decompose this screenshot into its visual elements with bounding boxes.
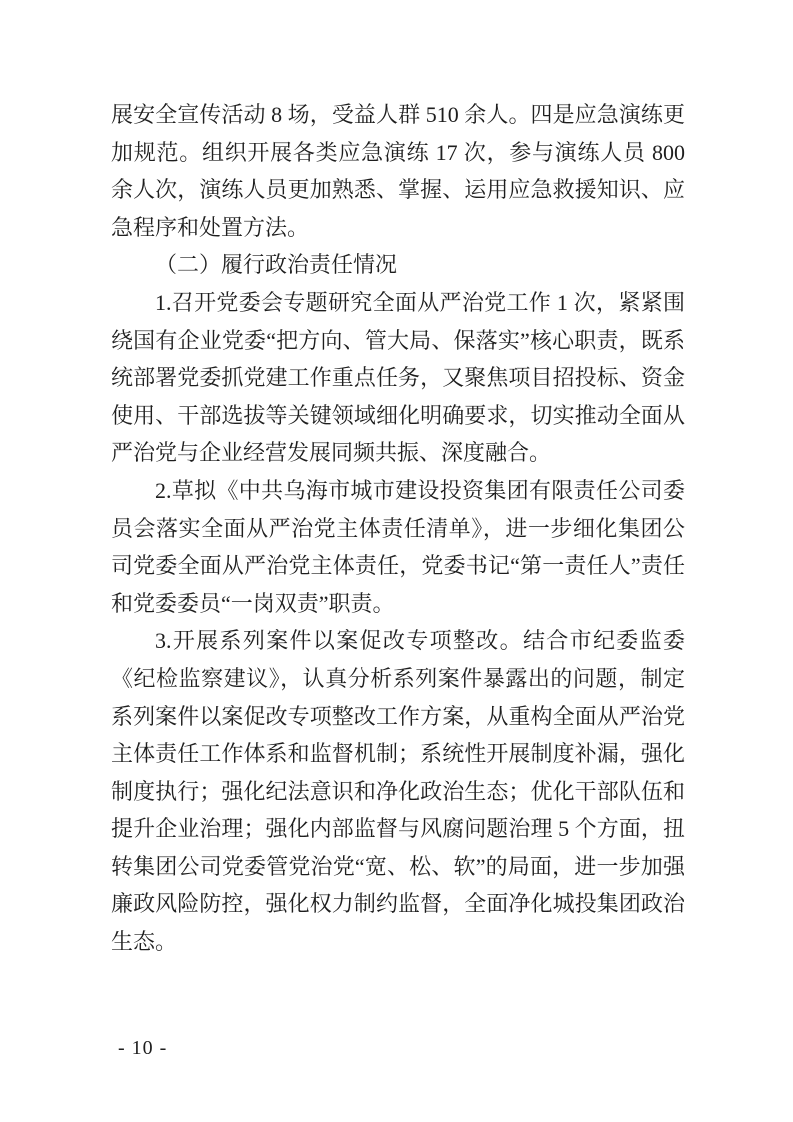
page-number: - 10 - <box>118 1037 168 1059</box>
paragraph-safety-drills: 展安全宣传活动 8 场，受益人群 510 余人。四是应急演练更加规范。组织开展各类应急演练 17 次，参与演练人员 800 余人次，演练人员更加熟悉、掌握、运用应急救援知识、应急程序和处置方法。 <box>111 102 685 240</box>
paragraph-responsibility-list: 2.草拟《中共乌海市城市建设投资集团有限责任公司委员会落实全面从严治党主体责任清单》，进一步细化集团公司党委全面从严治党主体责任，党委书记“第一责任人”责任和党委委员“一岗双责”职责。 <box>111 477 685 616</box>
paragraph-party-committee-meeting: 1.召开党委会专题研究全面从严治党工作 1 次，紧紧围绕国有企业党委“把方向、管大局、保落实”核心职责，既系统部署党委抓党建工作重点任务，又聚焦项目招投标、资金使用、干部选拔等关键领域细化明确要求，切实推动全面从严治党与企业经营发展同频共振、深度融合。 <box>111 289 685 466</box>
section-heading-political-responsibility: （二）履行政治责任情况 <box>155 252 398 278</box>
paragraph-case-rectification: 3.开展系列案件以案促改专项整改。结合市纪委监委《纪检监察建议》，认真分析系列案件暴露出的问题，制定系列案件以案促改专项整改工作方案，从重构全面从严治党主体责任工作体系和监督机制；系统性开展制度补漏，强化制度执行；强化纪法意识和净化政治生态；优化干部队伍和提升企业治理；强化内部监督与风腐问题治理 5 个方面，扭转集团公司党委管党治党“宽、松、软”的局面，进一步加强廉政风险防控，强化权力制约监督，全面净化城投集团政治生态。 <box>111 628 685 955</box>
document-body <box>111 96 685 961</box>
